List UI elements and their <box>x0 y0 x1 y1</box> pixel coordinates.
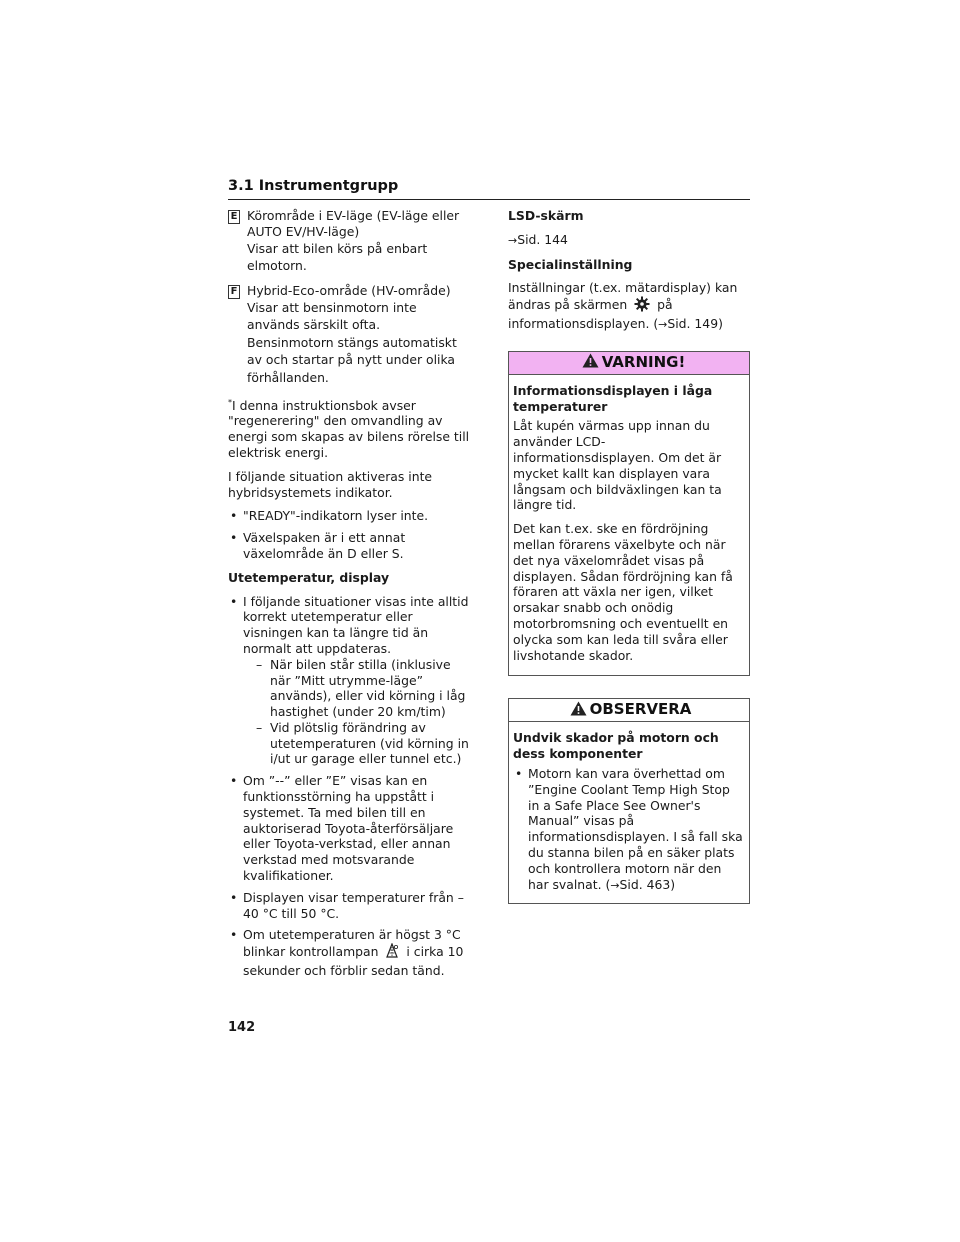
notice-ref-link[interactable]: Sid. 463) <box>619 876 676 892</box>
label-f-badge: F <box>228 285 240 299</box>
entry-e <box>228 208 470 275</box>
notice-header <box>509 699 749 722</box>
warning-triangle-icon <box>582 353 599 372</box>
temp-sub-text: När bilen står stilla (inklusive när ”Mitt utrymme-läge” används), eller vid körning i låg hastighet (under 20 km/tim) <box>270 656 466 720</box>
temp-bullet: • Displayen visar temperaturer från –40 °C till 50 °C. <box>228 890 470 922</box>
temp-bullet <box>228 594 470 768</box>
arrow-icon: → <box>658 317 668 331</box>
notice-header-label: OBSERVERA <box>589 700 692 719</box>
entry-f-desc2: Bensinmotorn stängs automatiskt av och startar på nytt under olika förhållanden. <box>247 334 457 385</box>
entry-f-title: Hybrid-Eco-område (HV-område) <box>247 282 451 298</box>
notice-bullet-text: Motorn kan vara överhettad om ”Engine Coolant Temp High Stop in a Safe Place See Owner's Manual” visas på informationsdisplayen. I så fall ska du stanna bilen på en säker plats och kontrollera motorn när den har svalnat. ( <box>528 765 743 892</box>
arrow-icon: → <box>610 878 620 892</box>
icy-road-warning-icon <box>385 943 399 963</box>
lcd-heading: LSD-skärm <box>508 208 584 223</box>
temp-sub-text: Vid plötslig förändring av utetemperaturen (vid körning in i/ut ur garage eller tunnel etc.) <box>270 719 469 767</box>
notice-bullet <box>513 766 743 893</box>
entry-e-desc: Visar att bilen körs på enbart elmotorn. <box>247 240 428 274</box>
temp-bullet <box>228 927 470 978</box>
section-title: 3.1 Instrumentgrupp <box>228 178 399 194</box>
footnote <box>228 395 470 461</box>
warning-header-label: VARNING! <box>601 352 686 371</box>
ready-intro: I följande situation aktiveras inte hybridsystemets indikator. <box>228 468 433 500</box>
lcd-ref-link[interactable]: Sid. 144 <box>517 231 568 247</box>
temp-bullet: • Om ”--” eller ”E” visas kan en funktionsstörning ha uppstått i systemet. Ta med bilen till en auktoriserad Toyota-återförsäljare eller Toyota-verkstad, eller annan verkstad med motsvarande kvalifikationer. <box>228 773 470 884</box>
outside-temp-heading: Utetemperatur, display <box>228 569 390 585</box>
footnote-text: I denna instruktionsbok avser "regenerering" den omvandling av energi som skapas av bilens rörelse till elektrisk energi. <box>228 397 470 460</box>
notice-title: Undvik skador på motorn och dess komponenter <box>513 730 719 762</box>
ready-bullet: • Växelspaken är i ett annat växelområde än D eller S. <box>228 530 470 562</box>
arrow-icon: → <box>508 233 518 247</box>
section-divider <box>228 199 750 200</box>
ready-list <box>228 508 470 561</box>
caution-icon <box>570 701 587 720</box>
entry-f <box>228 283 470 387</box>
notice-list <box>513 766 743 893</box>
special-text <box>508 280 750 332</box>
special-ref-link[interactable]: Sid. 149) <box>667 315 723 331</box>
special-text-b: på informationsdisplayen. ( <box>508 297 673 331</box>
ready-bullet: • "READY"-indikatorn lyser inte. <box>228 508 470 524</box>
entry-f-desc1: Visar att bensinmotorn inte används särskilt ofta. <box>247 299 417 333</box>
temp-sub-item <box>243 657 470 720</box>
warning-box <box>508 351 750 677</box>
warning-body <box>509 375 749 676</box>
gear-icon <box>634 296 650 316</box>
temp-bullet-text: i cirka 10 sekunder och förblir sedan tänd. <box>243 944 464 979</box>
footnote-star: * <box>228 397 232 407</box>
right-column <box>508 208 750 926</box>
temp-list <box>228 594 470 979</box>
dash-mark: – <box>256 656 263 672</box>
temp-sub-item <box>243 720 470 767</box>
dash-mark: – <box>256 719 263 735</box>
left-column <box>228 208 470 987</box>
special-text-a: Inställningar (t.ex. mätardisplay) kan ändras på skärmen <box>508 280 738 313</box>
temp-bullet-text: Om utetemperaturen är högst 3 °C blinkar kontrollampan <box>243 927 461 960</box>
temp-bullet-text: • I följande situationer visas inte alltid korrekt utetemperatur eller visningen kan ta längre tid än normalt att uppdateras. <box>243 593 469 656</box>
notice-body <box>509 722 749 903</box>
notice-box <box>508 698 750 904</box>
special-heading: Specialinställning <box>508 256 633 272</box>
warning-title: Informationsdisplayen i låga temperaturer <box>513 382 713 414</box>
page-number: 142 <box>228 1020 256 1035</box>
warning-header <box>509 352 749 375</box>
label-e-badge: E <box>228 210 240 224</box>
entry-e-title: Körområde i EV-läge (EV-läge eller AUTO EV/HV-läge) <box>247 208 460 239</box>
lcd-ref <box>508 232 750 249</box>
warning-paragraph: Låt kupén värmas upp innan du använder LCD-informationsdisplayen. Om det är mycket kallt kan displayen vara långsam och bildväxlingen kan ta längre tid. <box>513 418 722 513</box>
warning-paragraph: Det kan t.ex. ske en fördröjning mellan förarens växelbyte och när det nya växelområdet visas på displayen. Sådan fördröjning kan få föraren att växla ner igen, vilket orsakar snabb och onödig motorbromsning och eventuellt en olycka som kan leda till svåra eller livshotande skador. <box>513 521 733 663</box>
